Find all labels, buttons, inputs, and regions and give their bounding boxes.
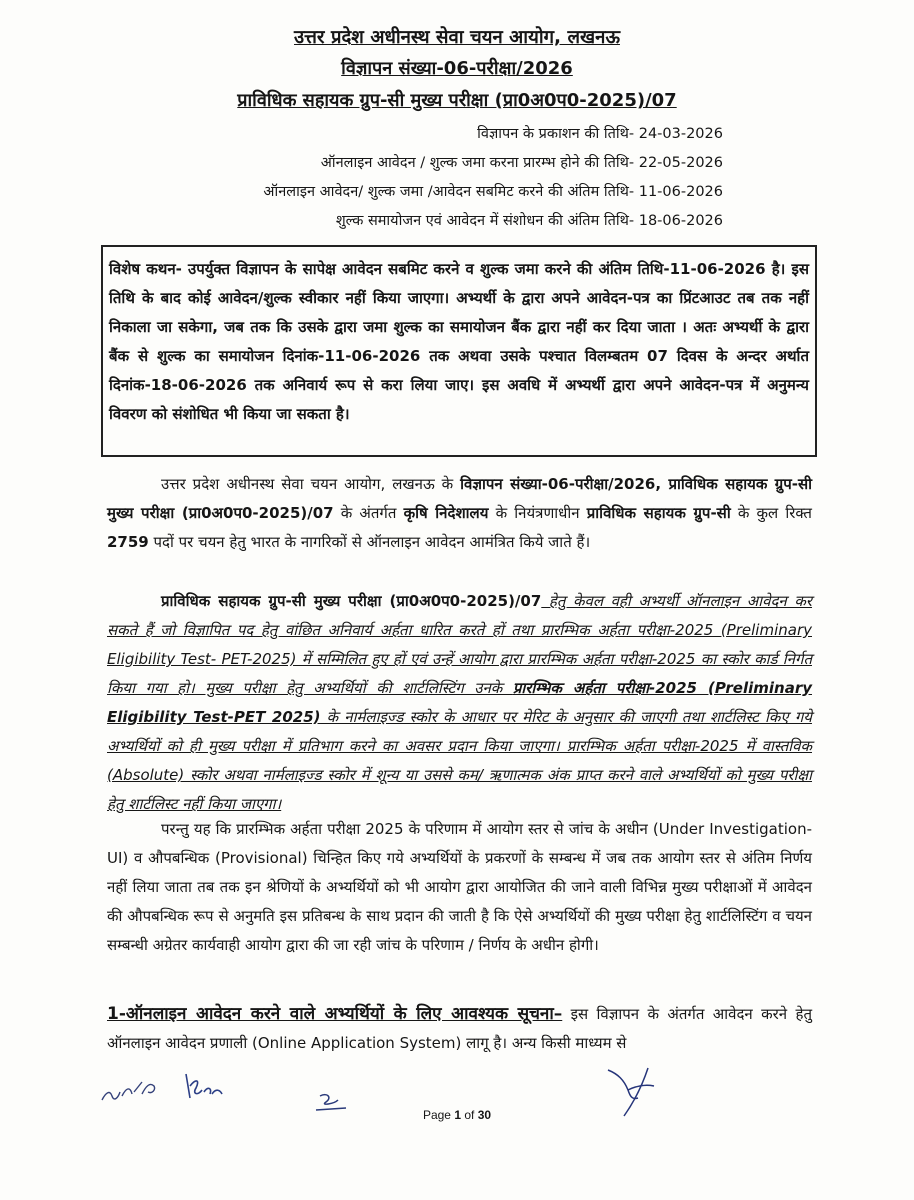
handwritten-signature-1 [180, 1070, 228, 1104]
paragraph-eligibility [107, 587, 812, 819]
paragraph-eligibility-text [107, 587, 812, 819]
underlined-text: हेतु केवल वही अभ्यर्थी ऑनलाइन आवेदन कर सकते हैं जो विज्ञापित पद हेतु वांछित अनिवार्य अर्हता धारित करते हों तथा प्रारम्भिक अर्हता परीक्षा-2025 (Preliminary Eligibility Test- PET-2025) में सम्मिलित हुए हों एवं उन्हें आयोग द्वारा प्रारम्भिक अर्हता परीक्षा-2025 का स्कोर कार्ड निर्गत किया गया हो। मुख्य परीक्षा हेतु अभ्यर्थियों की शार्टलिस्टिंग उनके [107, 592, 813, 697]
handwritten-initials-date [98, 1072, 160, 1106]
important-dates [123, 120, 723, 236]
paragraph-intro-text [107, 470, 812, 557]
text-span: उत्तर प्रदेश अधीनस्थ सेवा चयन आयोग, लखनऊ के [161, 475, 461, 493]
text-span: पदों पर चयन हेतु भारत के नागरिकों से ऑनलाइन आवेदन आमंत्रित किये जाते हैं। [148, 533, 591, 551]
special-notice-box [101, 245, 817, 457]
page-number: 1 [454, 1108, 461, 1122]
page-footer [0, 1108, 914, 1122]
date-publication: विज्ञापन के प्रकाशन की तिथि- 24-03-2026 [477, 126, 723, 142]
pet-ref-bold: प्रारम्भिक अर्हता परीक्षा-2025 (Preliminary Eligibility Test-PET 2025) [107, 679, 812, 726]
text-span: के नियंत्रणाधीन [488, 504, 587, 522]
text-span: के कुल रिक्त [730, 504, 812, 522]
date-fee-reconciliation-last: शुल्क समायोजन एवं आवेदन में संशोधन की अंतिम तिथि- 18-06-2026 [335, 213, 723, 229]
exam-title: प्राविधिक सहायक ग्रुप-सी मुख्य परीक्षा (प्रा0अ0प0-2025)/07 [237, 90, 677, 111]
of-label: of [464, 1108, 475, 1122]
section-1-title: 1-ऑनलाइन आवेदन करने वाले अभ्यर्थियों के लिए आवश्यक सूचना– [107, 1004, 563, 1024]
paragraph-intro [107, 470, 812, 557]
date-application-last: ऑनलाइन आवेदन/ शुल्क जमा /आवेदन सबमिट करने की अंतिम तिथि- 11-06-2026 [263, 184, 723, 200]
page-label: Page [422, 1108, 451, 1122]
section-1-text [107, 1000, 812, 1058]
signature-1-graphic [180, 1070, 228, 1104]
commission-title: उत्तर प्रदेश अधीनस्थ सेवा चयन आयोग, लखनऊ [294, 27, 620, 48]
vacancy-count: 2759 [107, 533, 149, 551]
post-name-bold: प्राविधिक सहायक ग्रुप-सी [586, 504, 731, 522]
exam-ref-bold: प्राविधिक सहायक ग्रुप-सी मुख्य परीक्षा (प्रा0अ0प0-2025)/07 [161, 592, 542, 610]
section-1-body: इस विज्ञापन के अंतर्गत आवेदन करने हेतु ऑनलाइन आवेदन प्रणाली (Online Application System) लागू है। अन्य किसी माध्यम से [107, 1005, 812, 1052]
advertisement-ref-bold: विज्ञापन संख्या-06-परीक्षा/2026, प्राविधिक सहायक ग्रुप-सी मुख्य परीक्षा (प्रा0अ0प0-2025)/07 [107, 475, 812, 522]
underlined-text: के नार्मलाइज्ड स्कोर के आधार पर मेरिट के अनुसार की जाएगी तथा शार्टलिस्ट किए गये अभ्यर्थियों को ही मुख्य परीक्षा में प्रतिभाग करने का अवसर प्रदान किया जाएगा। प्रारम्भिक अर्हता परीक्षा-2025 में वास्तविक (Absolute) स्कोर अथवा नार्मलाइज्ड स्कोर में शून्य या उससे कम/ ऋणात्मक अंक प्राप्त करने वाले अभ्यर्थियों को मुख्य परीक्षा हेतु शार्टलिस्ट नहीं किया जाएगा। [107, 708, 812, 813]
section-1 [107, 1000, 812, 1058]
paragraph-proviso-text: परन्तु यह कि प्रारम्भिक अर्हता परीक्षा 2025 के परिणाम में आयोग स्तर से जांच के अधीन (Under Investigation-UI) व औपबन्धिक (Provisional) चिन्हित किए गये अभ्यर्थियों के प्रकरणों के सम्बन्ध में जब तक आयोग स्तर से अंतिम निर्णय नहीं लिया जाता तब तक इन श्रेणियों के अभ्यर्थियों को भी आयोग द्वारा आयोजित की जाने वाली विभिन्न मुख्य परीक्षाओं में आवेदन की औपबन्धिक रूप से अनुमति इस प्रतिबन्ध के साथ प्रदान की जाती है कि ऐसे अभ्यर्थियों की मुख्य परीक्षा हेतु शार्टलिस्टिंग व चयन सम्बन्धी अग्रेतर कार्यवाही आयोग द्वारा की जा रही जांच के परिणाम / निर्णय के अधीन होगी। [107, 820, 812, 954]
handwritten-initials-date-graphic [98, 1072, 160, 1106]
date-application-start: ऑनलाइन आवेदन / शुल्क जमा करना प्रारम्भ होने की तिथि- 22-05-2026 [320, 155, 723, 171]
text-span: के अंतर्गत [333, 504, 404, 522]
special-notice-text: विशेष कथन- उपर्युक्त विज्ञापन के सापेक्ष आवेदन सबमिट करने व शुल्क जमा करने की अंतिम तिथि-11-06-2026 है। इस तिथि के बाद कोई आवेदन/शुल्क स्वीकार नहीं किया जाएगा। अभ्यर्थी के द्वारा अपने आवेदन-पत्र का प्रिंटआउट तब तक नहीं निकाला जा सकेगा, जब तक कि उसके द्वारा जमा शुल्क का समायोजन बैंक द्वारा नहीं कर दिया जाता । अतः अभ्यर्थी के द्वारा बैंक से शुल्क का समायोजन दिनांक-11-06-2026 तक अथवा उसके पश्चात विलम्बतम 07 दिवस के अन्दर अर्थात दिनांक-18-06-2026 तक अनिवार्य रूप से करा लिया जाए। इस अवधि में अभ्यर्थी द्वारा अपने आवेदन-पत्र में अनुमन्य विवरण को संशोधित भी किया जा सकता है। [109, 260, 809, 423]
page-total: 30 [477, 1108, 492, 1122]
department-bold: कृषि निदेशालय [403, 504, 489, 522]
paragraph-proviso [107, 815, 812, 960]
advertisement-number: विज्ञापन संख्या-06-परीक्षा/2026 [341, 58, 573, 79]
